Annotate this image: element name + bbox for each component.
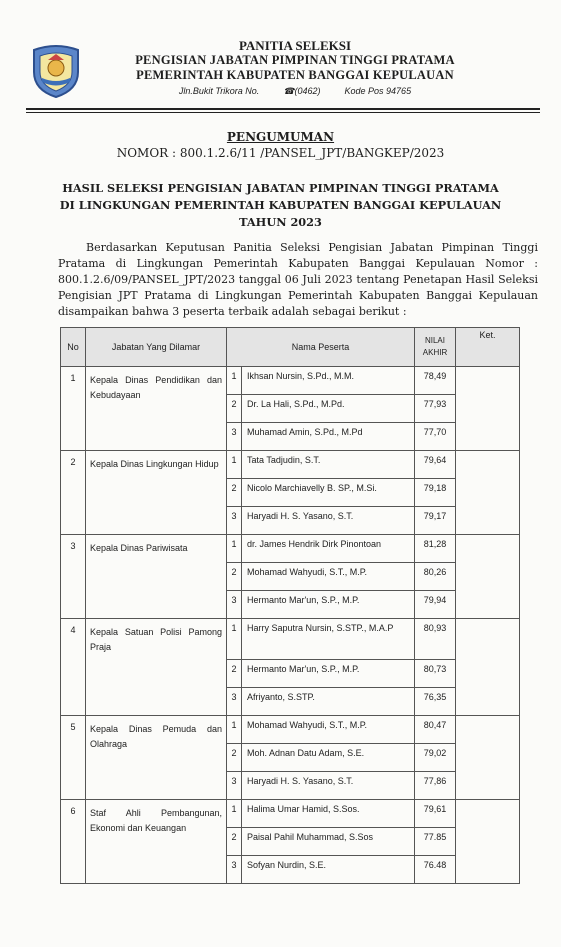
jabatan-text: Kepala Dinas Pariwisata (90, 543, 188, 553)
letterhead-rule-thick (26, 108, 540, 110)
cell-no (61, 800, 86, 884)
title-line-2: DI LINGKUNGAN PEMERINTAH KABUPATEN BANGGAI KEPULAUAN (59, 198, 502, 212)
peserta-score: 77,86 (415, 772, 456, 800)
announcement-paragraph: Berdasarkan Keputusan Panitia Seleksi Pengisian Jabatan Pimpinan Tinggi Pratama di Lingkungan Pemerintah Kabupaten Banggai Kepulauan Nomor : 800.1.2.6/09/PANSEL_JPT/2023 tanggal 06 Juli 2023 tentang Penetapan Hasil Seleksi Pengisian JPT Pratama di Lingkungan Pemerintah Kabupaten Banggai Kepulauan disampaikan bahwa 3 peserta terbaik adalah sebagai berikut : (58, 241, 538, 318)
letterhead-line-1: PANITIA SELEKSI (238, 38, 352, 53)
peserta-name: Paisal Pahil Muhammad, S.Sos (242, 828, 415, 856)
cell-jabatan (86, 716, 227, 800)
cell-jabatan (86, 800, 227, 884)
table-header-row (61, 328, 520, 367)
table-row (61, 451, 520, 479)
results-table (60, 327, 520, 884)
letterhead-address (100, 86, 490, 97)
peserta-rank: 2 (227, 563, 242, 591)
cell-no (61, 535, 86, 619)
address-phone: ☎(0462) (283, 86, 321, 96)
peserta-score: 79,02 (415, 744, 456, 772)
row-number: 3 (70, 541, 76, 551)
peserta-score: 77.85 (415, 828, 456, 856)
letterhead-line-3: PEMERINTAH KABUPATEN BANGGAI KEPULAUAN (136, 68, 454, 82)
peserta-name: Afriyanto, S.STP. (242, 688, 415, 716)
peserta-name: Moh. Adnan Datu Adam, S.E. (242, 744, 415, 772)
cell-jabatan (86, 535, 227, 619)
letterhead-rule-thin (26, 112, 540, 113)
cell-jabatan (86, 367, 227, 451)
peserta-score: 78,49 (415, 367, 456, 395)
peserta-score: 80,47 (415, 716, 456, 744)
peserta-name: Harry Saputra Nursin, S.STP., M.A.P (242, 619, 415, 660)
cell-ket (456, 535, 520, 619)
table-row (61, 535, 520, 563)
jabatan-text: Staf Ahli Pembangunan, Ekonomi dan Keuangan (90, 808, 222, 833)
jabatan-text: Kepala Dinas Lingkungan Hidup (90, 459, 219, 469)
peserta-name: Haryadi H. S. Yasano, S.T. (242, 507, 415, 535)
peserta-rank: 3 (227, 423, 242, 451)
announcement-number: NOMOR : 800.1.2.6/11 /PANSEL_JPT/BANGKEP/2023 (116, 146, 445, 160)
peserta-name: Sofyan Nurdin, S.E. (242, 856, 415, 884)
peserta-name: Tata Tadjudin, S.T. (242, 451, 415, 479)
peserta-rank: 2 (227, 395, 242, 423)
peserta-rank: 3 (227, 856, 242, 884)
peserta-score: 79,94 (415, 591, 456, 619)
peserta-score: 80,73 (415, 660, 456, 688)
cell-no (61, 451, 86, 535)
row-number: 4 (70, 625, 76, 635)
table-row (61, 800, 520, 828)
peserta-score: 81,28 (415, 535, 456, 563)
peserta-score: 79,18 (415, 479, 456, 507)
peserta-rank: 3 (227, 688, 242, 716)
header-no: No (61, 328, 86, 367)
peserta-score: 79,64 (415, 451, 456, 479)
peserta-score: 79,61 (415, 800, 456, 828)
jabatan-text: Kepala Dinas Pendidikan dan Kebudayaan (90, 375, 222, 400)
peserta-name: Haryadi H. S. Yasano, S.T. (242, 772, 415, 800)
row-number: 6 (70, 806, 76, 816)
cell-no (61, 367, 86, 451)
peserta-name: Hermanto Mar'un, S.P., M.P. (242, 660, 415, 688)
peserta-rank: 1 (227, 800, 242, 828)
peserta-rank: 3 (227, 772, 242, 800)
address-street: Jln.Bukit Trikora No. (178, 86, 260, 96)
peserta-score: 77,93 (415, 395, 456, 423)
table-body (61, 367, 520, 884)
address-postcode: Kode Pos 94765 (344, 86, 412, 96)
letterhead (100, 38, 490, 97)
peserta-rank: 2 (227, 828, 242, 856)
cell-ket (456, 367, 520, 451)
peserta-rank: 1 (227, 716, 242, 744)
jabatan-text: Kepala Satuan Polisi Pamong Praja (90, 627, 222, 652)
peserta-name: Dr. La Hali, S.Pd., M.Pd. (242, 395, 415, 423)
peserta-name: Mohamad Wahyudi, S.T., M.P. (242, 716, 415, 744)
header-nama: Nama Peserta (227, 328, 415, 367)
peserta-rank: 1 (227, 451, 242, 479)
peserta-score: 79,17 (415, 507, 456, 535)
jabatan-text: Kepala Dinas Pemuda dan Olahraga (90, 724, 222, 749)
peserta-rank: 3 (227, 507, 242, 535)
peserta-name: Halima Umar Hamid, S.Sos. (242, 800, 415, 828)
peserta-rank: 1 (227, 535, 242, 563)
peserta-name: dr. James Hendrik Dirk Pinontoan (242, 535, 415, 563)
cell-jabatan (86, 451, 227, 535)
cell-no (61, 619, 86, 716)
peserta-name: Nicolo Marchiavelly B. SP., M.Si. (242, 479, 415, 507)
row-number: 2 (70, 457, 76, 467)
peserta-score: 77,70 (415, 423, 456, 451)
peserta-name: Hermanto Mar'un, S.P., M.P. (242, 591, 415, 619)
table-row (61, 619, 520, 660)
cell-ket (456, 451, 520, 535)
row-number: 5 (70, 722, 76, 732)
cell-ket (456, 716, 520, 800)
peserta-rank: 2 (227, 744, 242, 772)
regency-emblem-icon (28, 42, 84, 98)
peserta-rank: 1 (227, 619, 242, 660)
table-row (61, 367, 520, 395)
peserta-score: 80,26 (415, 563, 456, 591)
header-ket: Ket. (456, 328, 520, 367)
cell-no (61, 716, 86, 800)
header-nilai-line-2: AKHIR (422, 348, 448, 357)
title-line-1: HASIL SELEKSI PENGISIAN JABATAN PIMPINAN TINGGI PRATAMA (62, 181, 499, 195)
peserta-rank: 1 (227, 367, 242, 395)
table-row (61, 716, 520, 744)
peserta-rank: 2 (227, 660, 242, 688)
peserta-score: 80,93 (415, 619, 456, 660)
peserta-name: Muhamad Amin, S.Pd., M.Pd (242, 423, 415, 451)
row-number: 1 (70, 373, 76, 383)
header-nilai-line-1: NILAI (424, 336, 445, 345)
peserta-score: 76.48 (415, 856, 456, 884)
letterhead-line-2: PENGISIAN JABATAN PIMPINAN TINGGI PRATAMA (135, 53, 455, 67)
peserta-name: Ikhsan Nursin, S.Pd., M.M. (242, 367, 415, 395)
peserta-score: 76,35 (415, 688, 456, 716)
header-nilai (415, 328, 456, 367)
cell-jabatan (86, 619, 227, 716)
announcement-heading: PENGUMUMAN (226, 130, 335, 144)
cell-ket (456, 619, 520, 716)
header-jabatan: Jabatan Yang Dilamar (86, 328, 227, 367)
peserta-name: Mohamad Wahyudi, S.T., M.P. (242, 563, 415, 591)
announcement-title (40, 180, 521, 231)
peserta-rank: 3 (227, 591, 242, 619)
title-line-3: TAHUN 2023 (239, 215, 322, 229)
peserta-rank: 2 (227, 479, 242, 507)
cell-ket (456, 800, 520, 884)
